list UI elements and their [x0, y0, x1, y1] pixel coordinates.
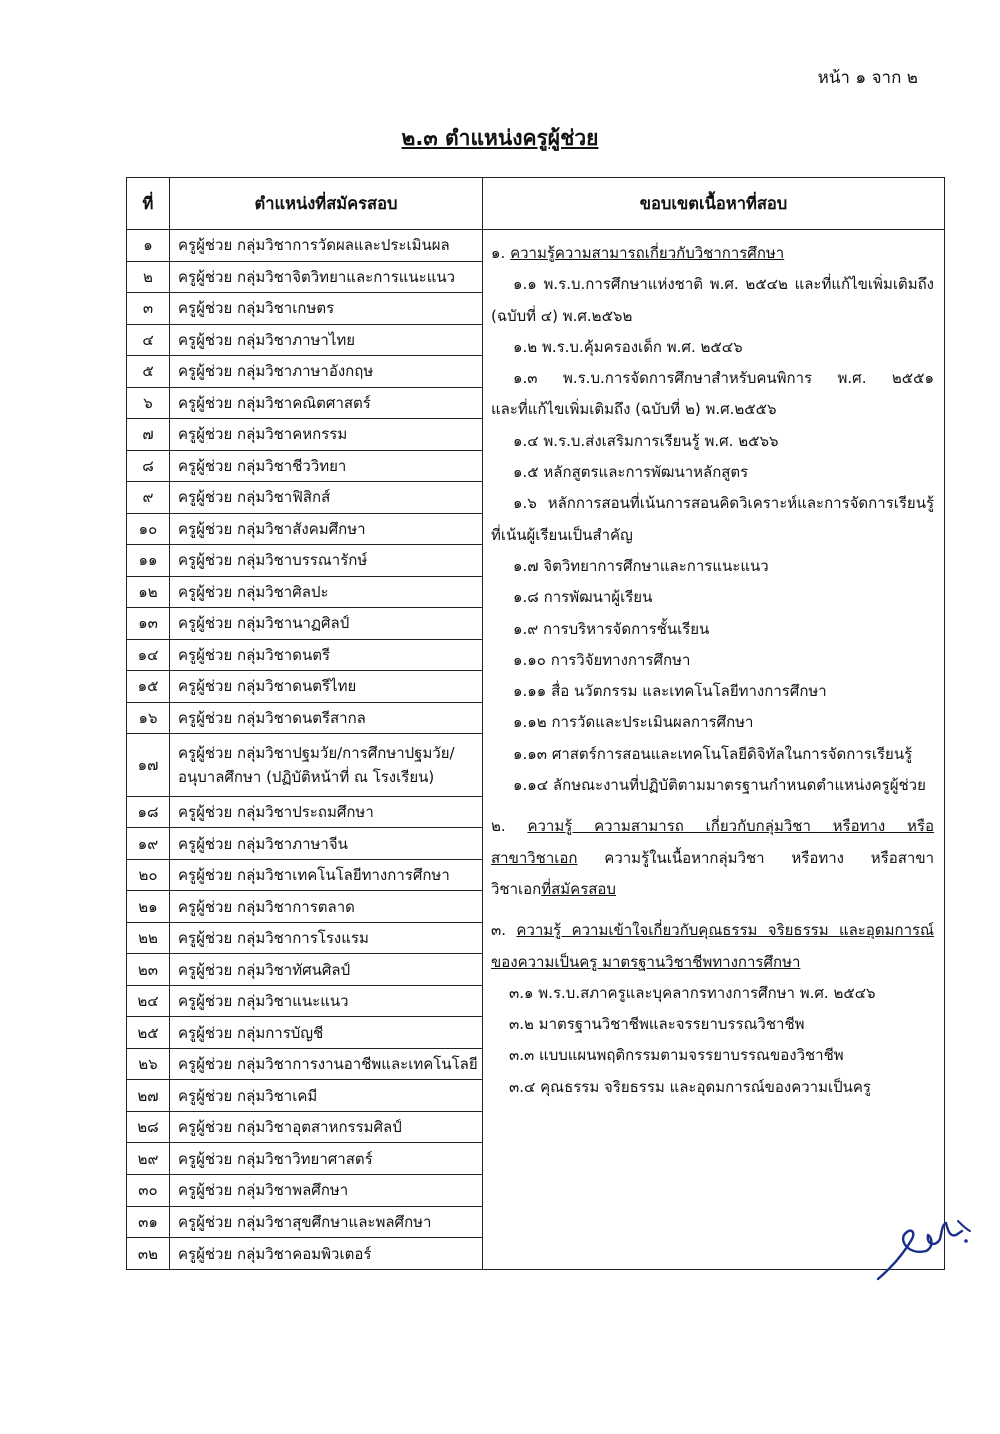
scope-item: ๑.๒ พ.ร.บ.คุ้มครองเด็ก พ.ศ. ๒๕๔๖ [513, 337, 743, 356]
section-text: ความรู้ในเนื้อหากลุ่มวิชา หรือทาง หรือสาขา [577, 848, 934, 867]
header-scope: ขอบเขตเนื้อหาที่สอบ [483, 178, 945, 230]
position-cell [170, 1143, 483, 1175]
section-heading: ความรู้ ความสามารถ เกี่ยวกับกลุ่มวิชา หรือทาง หรือ [527, 817, 934, 836]
position-cell [170, 1111, 483, 1143]
position-cell [170, 1238, 483, 1270]
scope-item-continued: และที่แก้ไขเพิ่มเติมถึง (ฉบับที่ ๒) พ.ศ.๒๕๕๖ [491, 400, 777, 419]
row-number: ๗ [127, 419, 170, 451]
row-number: ๒๖ [127, 1048, 170, 1080]
exam-scope-table [126, 177, 945, 1270]
scope-item-continued: (ฉบับที่ ๔) พ.ศ.๒๕๖๒ [491, 306, 633, 325]
page-number: หน้า ๑ จาก ๒ [817, 68, 918, 88]
scope-section-3 [491, 915, 934, 1103]
position-label: ครูผู้ช่วย กลุ่มวิชาจิตวิทยาและการแนะแนว [178, 267, 456, 286]
section-number: ๒. [491, 817, 506, 836]
position-label: ครูผู้ช่วย กลุ่มการบัญชี [178, 1023, 324, 1042]
position-label: ครูผู้ช่วย กลุ่มวิชาเกษตร [178, 299, 335, 318]
scope-item: ๑.๔ พ.ร.บ.ส่งเสริมการเรียนรู้ พ.ศ. ๒๕๖๖ [513, 431, 779, 450]
scope-text [491, 843, 934, 874]
table-body [127, 230, 945, 1270]
scope-section-1 [491, 238, 934, 801]
position-label: ครูผู้ช่วย กลุ่มวิชาดนตรี [178, 645, 331, 664]
position-label: ครูผู้ช่วย กลุ่มวิชาการงานอาชีพและเทคโนโลยี [178, 1055, 478, 1074]
scope-item: ๑.๑๑ สื่อ นวัตกรรม และเทคโนโลยีทางการศึกษา [513, 682, 827, 701]
position-cell [170, 922, 483, 954]
position-label: ครูผู้ช่วย กลุ่มวิชาภาษาไทย [178, 330, 356, 349]
row-number: ๘ [127, 450, 170, 482]
position-label: ครูผู้ช่วย กลุ่มวิชาบรรณารักษ์ [178, 551, 368, 570]
header-no: ที่ [127, 178, 170, 230]
scope-heading-1 [491, 238, 934, 269]
section-heading: สาขาวิชาเอก [491, 848, 578, 867]
scope-section-2 [491, 811, 934, 905]
position-label: ครูผู้ช่วย กลุ่มวิชาเคมี [178, 1086, 318, 1105]
position-cell [170, 671, 483, 703]
position-label: ครูผู้ช่วย กลุ่มวิชาวิทยาศาสตร์ [178, 1149, 373, 1168]
row-number: ๑๒ [127, 576, 170, 608]
position-cell [170, 356, 483, 388]
row-number: ๑๔ [127, 639, 170, 671]
row-number: ๑๓ [127, 608, 170, 640]
position-label: ครูผู้ช่วย กลุ่มวิชาการโรงแรม [178, 929, 369, 948]
position-label: ครูผู้ช่วย กลุ่มวิชาดนตรีสากล [178, 708, 366, 727]
position-cell [170, 576, 483, 608]
row-number: ๓ [127, 293, 170, 325]
position-label: ครูผู้ช่วย กลุ่มวิชาศิลปะ [178, 582, 329, 601]
scope-item: ๑.๕ หลักสูตรและการพัฒนาหลักสูตร [513, 463, 749, 482]
position-cell [170, 1206, 483, 1238]
row-number: ๕ [127, 356, 170, 388]
position-cell [170, 859, 483, 891]
position-label: ครูผู้ช่วย กลุ่มวิชาฟิสิกส์ [178, 488, 331, 507]
position-label: ครูผู้ช่วย กลุ่มวิชาเทคโนโลยีทางการศึกษา [178, 866, 450, 885]
position-label: ครูผู้ช่วย กลุ่มวิชาการตลาด [178, 897, 355, 916]
position-cell [170, 419, 483, 451]
position-label: ครูผู้ช่วย กลุ่มวิชาชีววิทยา [178, 456, 347, 475]
signature-image [870, 1205, 980, 1285]
row-number: ๖ [127, 387, 170, 419]
position-label: ครูผู้ช่วย กลุ่มวิชาแนะแนว [178, 992, 349, 1011]
scope-item: ๓.๓ แบบแผนพฤติกรรมตามจรรยาบรรณของวิชาชีพ [509, 1046, 844, 1065]
position-label: ครูผู้ช่วย กลุ่มวิชาพลศึกษา [178, 1181, 349, 1200]
row-number: ๒๗ [127, 1080, 170, 1112]
table-row [127, 230, 945, 262]
position-cell [170, 261, 483, 293]
scope-item: ๑.๑ พ.ร.บ.การศึกษาแห่งชาติ พ.ศ. ๒๕๔๒ และที่แก้ไขเพิ่มเติมถึง [513, 275, 934, 294]
section-heading: ความรู้ ความเข้าใจเกี่ยวกับคุณธรรม จริยธรรม และอุดมการณ์ [516, 921, 934, 940]
scope-item: ๑.๘ การพัฒนาผู้เรียน [513, 588, 653, 607]
position-label: ครูผู้ช่วย กลุ่มวิชาอุตสาหกรรมศิลป์ [178, 1118, 402, 1137]
scope-item: ๑.๖ หลักการสอนที่เน้นการสอนคิดวิเคราะห์และการจัดการเรียนรู้ [513, 494, 934, 513]
scope-item: ๓.๔ คุณธรรม จริยธรรม และอุดมการณ์ของความเป็นครู [509, 1077, 871, 1096]
position-cell [170, 954, 483, 986]
row-number: ๙ [127, 482, 170, 514]
row-number: ๔ [127, 324, 170, 356]
scope-item: ๑.๗ จิตวิทยาการศึกษาและการแนะแนว [513, 556, 769, 575]
position-label: ครูผู้ช่วย กลุ่มวิชาสุขศึกษาและพลศึกษา [178, 1212, 432, 1231]
position-label-line2: อนุบาลศึกษา (ปฏิบัติหน้าที่ ณ โรงเรียน) [178, 768, 435, 787]
position-cell [170, 796, 483, 828]
row-number: ๒๐ [127, 859, 170, 891]
row-number: ๑๐ [127, 513, 170, 545]
scope-heading-3-cont [491, 947, 934, 978]
position-label: ครูผู้ช่วย กลุ่มวิชาภาษาอังกฤษ [178, 362, 374, 381]
position-cell [170, 513, 483, 545]
row-number: ๑๖ [127, 702, 170, 734]
row-number: ๓๑ [127, 1206, 170, 1238]
position-label: ครูผู้ช่วย กลุ่มวิชาคหกรรม [178, 425, 348, 444]
scope-item: ๑.๓ พ.ร.บ.การจัดการศึกษาสำหรับคนพิการ พ.ศ. ๒๕๕๑ [513, 369, 934, 388]
row-number: ๑๑ [127, 545, 170, 577]
position-cell [170, 1048, 483, 1080]
position-cell [170, 702, 483, 734]
position-cell [170, 387, 483, 419]
position-label: ครูผู้ช่วย กลุ่มวิชาคอมพิวเตอร์ [178, 1244, 372, 1263]
position-cell [170, 482, 483, 514]
position-label: ครูผู้ช่วย กลุ่มวิชาดนตรีไทย [178, 677, 357, 696]
scope-cell [483, 230, 945, 1270]
row-number: ๑๘ [127, 796, 170, 828]
scope-item: ๑.๑๒ การวัดและประเมินผลการศึกษา [513, 713, 754, 732]
position-cell [170, 1080, 483, 1112]
position-cell [170, 324, 483, 356]
position-cell [170, 1017, 483, 1049]
section-heading: ที่สมัครสอบ [541, 879, 616, 898]
section-text: วิชาเอก [491, 879, 542, 898]
row-number: ๓๒ [127, 1238, 170, 1270]
position-label: ครูผู้ช่วย กลุ่มวิชาคณิตศาสตร์ [178, 393, 371, 412]
section-heading: ความรู้ความสามารถเกี่ยวกับวิชาการศึกษา [510, 244, 785, 262]
section-heading: ของความเป็นครู มาตรฐานวิชาชีพทางการศึกษา [491, 952, 801, 971]
position-cell [170, 891, 483, 923]
position-label: ครูผู้ช่วย กลุ่มวิชานาฏศิลป์ [178, 614, 350, 633]
row-number: ๒๕ [127, 1017, 170, 1049]
position-cell [170, 734, 483, 797]
section-number: ๓. [491, 921, 507, 940]
position-label: ครูผู้ช่วย กลุ่มวิชาปฐมวัย/การศึกษาปฐมวัย/ [178, 744, 455, 763]
row-number: ๒ [127, 261, 170, 293]
position-label: ครูผู้ช่วย กลุ่มวิชาภาษาจีน [178, 834, 348, 853]
position-label: ครูผู้ช่วย กลุ่มวิชาสังคมศึกษา [178, 519, 366, 538]
position-cell [170, 230, 483, 262]
page-title: ๒.๓ ตำแหน่งครูผู้ช่วย [401, 126, 599, 150]
scope-item: ๑.๑๓ ศาสตร์การสอนและเทคโนโลยีดิจิทัลในการจัดการเรียนรู้ [513, 744, 913, 763]
position-label: ครูผู้ช่วย กลุ่มวิชาการวัดผลและประเมินผล [178, 236, 450, 255]
section-number: ๑. [491, 244, 506, 262]
position-cell [170, 1174, 483, 1206]
position-label: ครูผู้ช่วย กลุ่มวิชาประถมศึกษา [178, 803, 374, 822]
scope-item: ๑.๑๔ ลักษณะงานที่ปฏิบัติตามมาตรฐานกำหนดตำแหน่งครูผู้ช่วย [513, 776, 926, 795]
scope-item: ๑.๑๐ การวิจัยทางการศึกษา [513, 650, 691, 669]
position-cell [170, 639, 483, 671]
row-number: ๓๐ [127, 1174, 170, 1206]
position-cell [170, 450, 483, 482]
position-cell [170, 828, 483, 860]
row-number: ๒๘ [127, 1111, 170, 1143]
scope-item: ๓.๒ มาตรฐานวิชาชีพและจรรยาบรรณวิชาชีพ [509, 1015, 805, 1034]
row-number: ๑ [127, 230, 170, 262]
position-cell [170, 985, 483, 1017]
scope-heading-2 [491, 811, 934, 842]
position-cell [170, 293, 483, 325]
position-cell [170, 608, 483, 640]
row-number: ๑๙ [127, 828, 170, 860]
header-position: ตำแหน่งที่สมัครสอบ [170, 178, 483, 230]
position-label: ครูผู้ช่วย กลุ่มวิชาทัศนศิลป์ [178, 960, 351, 979]
scope-item: ๑.๙ การบริหารจัดการชั้นเรียน [513, 619, 710, 638]
row-number: ๒๑ [127, 891, 170, 923]
table-header-row [127, 178, 945, 230]
row-number: ๒๒ [127, 922, 170, 954]
scope-heading-3 [491, 915, 934, 946]
row-number: ๑๕ [127, 671, 170, 703]
scope-item-continued: ที่เน้นผู้เรียนเป็นสำคัญ [491, 525, 633, 544]
row-number: ๒๓ [127, 954, 170, 986]
row-number: ๒๔ [127, 985, 170, 1017]
scope-text [491, 874, 934, 905]
row-number: ๑๗ [127, 734, 170, 797]
row-number: ๒๙ [127, 1143, 170, 1175]
position-cell [170, 545, 483, 577]
scope-item: ๓.๑ พ.ร.บ.สภาครูและบุคลากรทางการศึกษา พ.ศ. ๒๕๔๖ [509, 983, 876, 1002]
